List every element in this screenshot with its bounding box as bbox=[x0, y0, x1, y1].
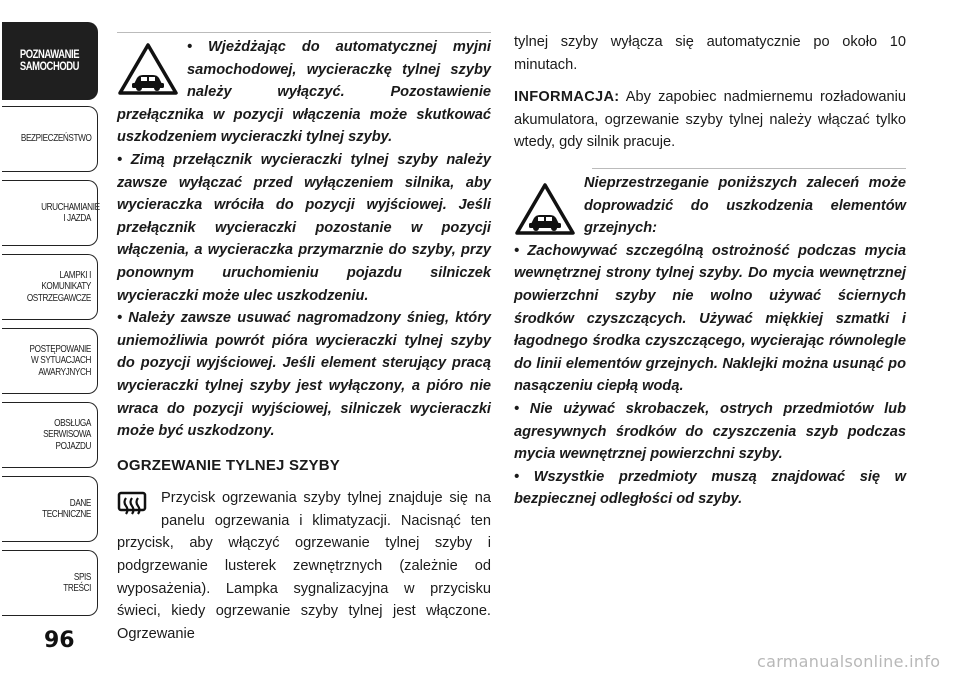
tab-label: BEZPIECZEŃSTWO bbox=[20, 132, 91, 145]
tab-postepowanie-awaryjne[interactable] bbox=[2, 328, 98, 394]
warning-rule bbox=[117, 32, 491, 33]
page-number: 96 bbox=[44, 628, 75, 653]
warning-triangle-car-icon bbox=[117, 42, 179, 96]
continuation-text: tylnej szyby wyłącza się automatycznie po około 10 minutach. bbox=[514, 34, 906, 73]
warning-bullet: • Wszystkie przedmioty muszą znajdować się w bezpiecznej odległości od szyby. bbox=[514, 468, 906, 508]
tab-label: POZNAWANIE SAMOCHODU bbox=[19, 49, 80, 73]
warning-bullet: • Wjeżdżając do automatycznej myjni samochodowej, wycieraczkę tylnej szyby należy wyłączyć. Pozostawienie przełącznika w pozycji włączenia może skutkować uszkodzeniem wycieraczki tylnej szyby. bbox=[117, 39, 491, 146]
section-heading: OGRZEWANIE TYLNEJ SZYBY bbox=[117, 456, 340, 474]
tab-label: OBSŁUGA SERWISOWA POJAZDU bbox=[43, 416, 91, 452]
defrost-section bbox=[117, 487, 491, 645]
tab-uruchamianie-i-jazda[interactable] bbox=[2, 180, 98, 246]
warning-triangle-car-icon bbox=[514, 182, 576, 236]
tab-label: LAMPKI I KOMUNIKATY OSTRZEGAWCZE bbox=[26, 268, 91, 304]
right-column bbox=[514, 31, 906, 511]
warning-bullet: • Nie używać skrobaczek, ostrych przedmiotów lub agresywnych środków do czyszczenia szyb podczas mycia wewnętrznej powierzchni szyby. bbox=[514, 400, 906, 463]
warning-bullet: • Zachowywać szczególną ostrożność podczas mycia wewnętrznej strony tylnej szyby. Do mycia wewnętrznej powierzchni szyby nie wolno używać ściernych środków czyszczących. Używać miękkiej szmatki i łagodnego środka czyszczącego, wycierając równolegle do linii elementów grzejnych. Naklejki można usunąć po nasączeniu ciepłą wodą. bbox=[514, 242, 906, 395]
tab-label: URUCHAMIANIE I JAZDA bbox=[41, 200, 100, 224]
warning-bullet: • Należy zawsze usuwać nagromadzony śnieg, który uniemożliwia powrót pióra wycieraczki tylnej szyby do pozycji wyjściowej. Jeśli element sterujący pracą wycieraczki tylnej szyby jest wyłączony, a pióro nie wraca do pozycji wyjściowej, silniczek wycieraczki może być uszkodzony. bbox=[117, 310, 491, 440]
warning-box bbox=[514, 172, 906, 511]
warning-box bbox=[117, 36, 491, 443]
tab-label: POSTĘPOWANIE W SYTUACJACH AWARYJNYCH bbox=[29, 342, 91, 378]
tab-label: SPIS TREŚCI bbox=[63, 570, 91, 594]
tab-poznawanie-samochodu[interactable] bbox=[2, 22, 98, 100]
tab-lampki-i-komunikaty[interactable] bbox=[2, 254, 98, 320]
tab-dane-techniczne[interactable] bbox=[2, 476, 98, 542]
watermark: carmanualsonline.info bbox=[757, 652, 941, 671]
left-column bbox=[117, 36, 491, 645]
info-label: INFORMACJA: bbox=[514, 89, 620, 106]
tab-bezpieczenstwo[interactable] bbox=[2, 106, 98, 172]
tab-spis-tresci[interactable] bbox=[2, 550, 98, 616]
info-text: Aby zapobiec nadmiernemu rozładowaniu akumulatora, ogrzewanie szyby tylnej należy włączać tylko wtedy, gdy silnik pracuje. bbox=[514, 89, 906, 151]
info-note bbox=[514, 86, 906, 154]
tab-obsluga-serwisowa[interactable] bbox=[2, 402, 98, 468]
warning-intro: Nieprzestrzeganie poniższych zaleceń może doprowadzić do uszkodzenia elementów grzejnych: bbox=[584, 174, 906, 237]
rear-defrost-icon bbox=[117, 491, 147, 517]
tab-label: DANE TECHNICZNE bbox=[42, 496, 91, 520]
warning-bullet: • Zimą przełącznik wycieraczki tylnej szyby należy zawsze wyłączać przed wyłączeniem silnika, aby wycieraczka wróciła do pozycji wyjściowej. Jeśli przełącznik wycieraczki pozostanie w pozycji włączenia, a wycieraczka przymarznie do szyby, przy ponownym uruchomieniu pojazdu silniczek wycieraczki może ulec uszkodzeniu. bbox=[117, 151, 491, 304]
defrost-paragraph: Przycisk ogrzewania szyby tylnej znajduje się na panelu ogrzewania i klimatyzacji. Nacisnąć ten przycisk, aby włączyć ogrzewanie tylnej szyby i podgrzewanie lusterek zewnętrznych (zależnie od wyposażenia). Lampka sygnalizacyjna w przycisku świeci, kiedy ogrzewanie szyby tylnej jest włączone. Ogrzewanie bbox=[117, 490, 491, 642]
warning-rule bbox=[592, 168, 906, 169]
